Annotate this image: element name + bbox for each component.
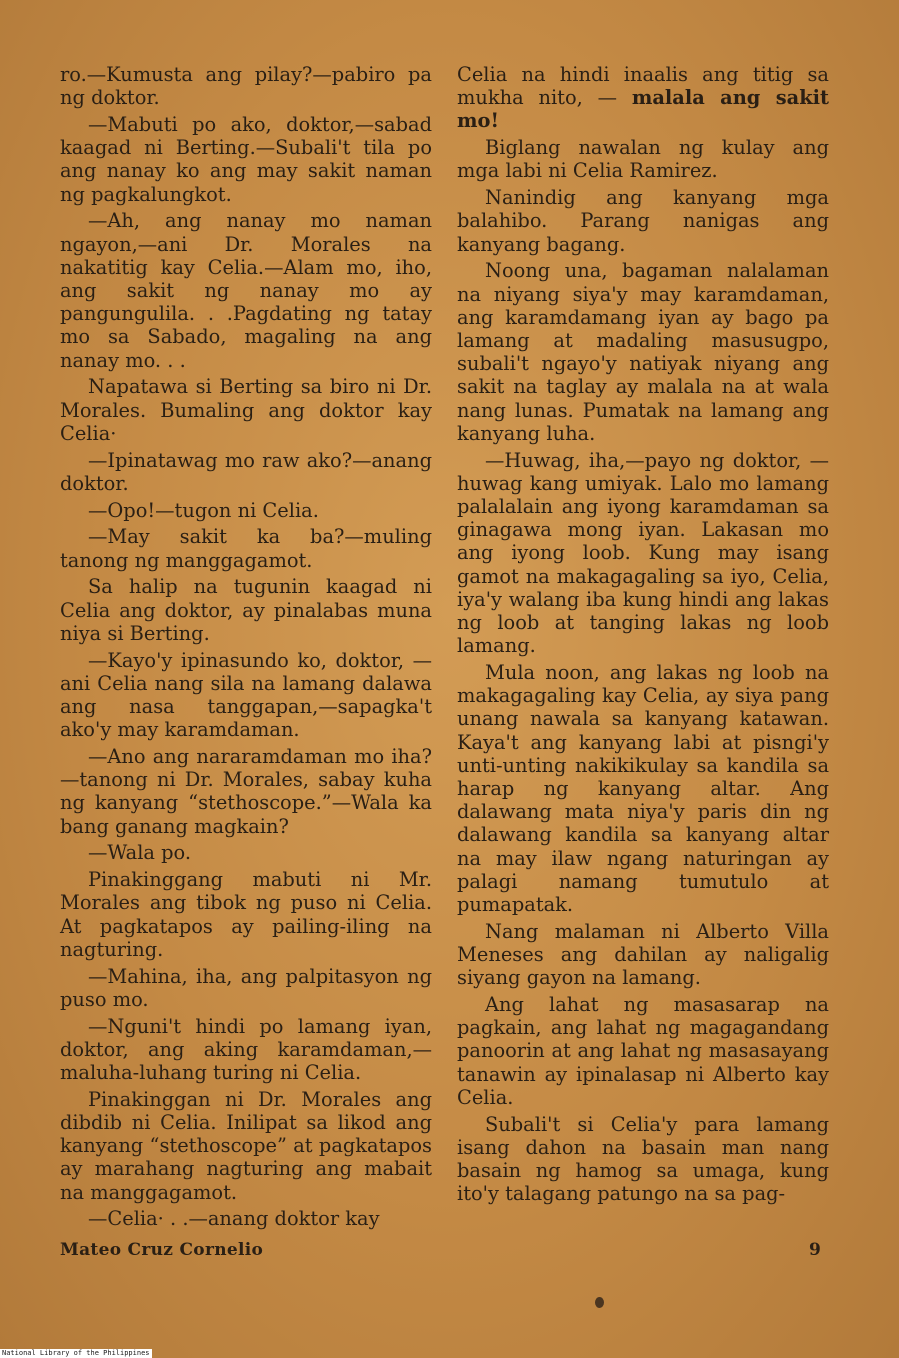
paragraph: —Ano ang nararamdaman mo iha?—tanong ni Dr. Morales, sabay kuha ng kanyang “stethoscope.”—Wala ka bang ganang magkain?: [60, 745, 432, 838]
page-number: 9: [809, 1240, 821, 1260]
paragraph: Noong una, bagaman nalalaman na niyang siya'y may karamdaman, ang karamdamang iyan ay bago pa lamang at madaling masusugpo, subali't ngayo'y natiyak niyang ang sakit na taglay ay malala na at wala nang lunas. Pumatak na lamang ang kanyang luha.: [457, 259, 829, 445]
paragraph: —Kayo'y ipinasundo ko, doktor, —ani Celia nang sila na lamang dalawa ang nasa tanggapan,—sapagka't ako'y may karamdaman.: [60, 648, 432, 742]
paragraph: —Nguni't hindi po lamang iyan, doktor, ang aking karamdaman,—maluha-luhang turing ni Celia.: [60, 1014, 432, 1085]
paragraph-text: Celia na hindi inaalis ang titig sa mukha nito, —: [457, 63, 829, 110]
paragraph: —Wala po.: [88, 841, 192, 865]
paragraph: Biglang nawalan ng kulay ang mga labi ni Celia Ramirez.: [457, 136, 829, 183]
emphasis-text: malala ang sakit mo!: [457, 86, 829, 133]
paragraph: —Mabuti po ako, doktor,—sabad kaagad ni Berting.—Subali't tila po ang nanay ko ang may sakit naman ng pagkalungkot.: [60, 113, 432, 206]
paragraph: [457, 63, 829, 133]
paragraph: ro.—Kumusta ang pilay?—pabiro pa ng doktor.: [60, 63, 432, 110]
ink-dot: [595, 1297, 604, 1308]
paragraph: —May sakit ka ba?—muling tanong ng manggagamot.: [60, 525, 432, 572]
library-credit: National Library of the Philippines: [2, 1349, 150, 1357]
paragraph: Subali't si Celia'y para lamang isang dahon na basain man nang basain ng hamog sa umaga, kung ito'y talagang patungo na sa pag-: [457, 1112, 829, 1206]
paragraph: —Opo!—tugon ni Celia.: [88, 498, 319, 522]
paragraph: Ang lahat ng masasarap na pagkain, ang lahat ng magagandang panoorin at ang lahat ng masasayang tanawin ay ipinalasap ni Alberto kay Celia.: [457, 993, 829, 1109]
paragraph: —Celia· . .—anang doktor kay: [88, 1207, 380, 1231]
paragraph: Pinakinggang mabuti ni Mr. Morales ang tibok ng puso ni Celia. At pagkatapos ay pailing-iling na nagturing.: [60, 868, 432, 961]
author-name: Mateo Cruz Cornelio: [60, 1240, 264, 1260]
paragraph: Pinakinggan ni Dr. Morales ang dibdib ni Celia. Inilipat sa likod ang kanyang “stethoscope” at pagkatapos ay marahang nagturing ang mabait na manggagamot.: [60, 1087, 432, 1204]
paragraph: Sa halip na tugunin kaagad ni Celia ang doktor, ay pinalabas muna niya si Berting.: [60, 575, 432, 645]
paragraph: —Ipinatawag mo raw ako?—anang doktor.: [60, 448, 432, 495]
paragraph: Nanindig ang kanyang mga balahibo. Parang nanigas ang kanyang bagang.: [457, 186, 829, 256]
paragraph: Napatawa si Berting sa biro ni Dr. Morales. Bumaling ang doktor kay Celia·: [60, 375, 432, 445]
paragraph: —Ah, ang nanay mo naman ngayon,—ani Dr. Morales na nakatitig kay Celia.—Alam mo, iho, ang sakit ng nanay mo ay pangungulila. . .Pagdating ng tatay mo sa Sabado, magaling na ang nanay mo. . .: [60, 209, 432, 372]
paragraph: Mula noon, ang lakas ng loob na makagagaling kay Celia, ay siya pang unang nawala sa kanyang katawan. Kaya't ang kanyang labi at pisngi'y unti-unting nakikikulay sa kandila sa harap ng kanyang altar. Ang dalawang mata niya'y paris din ng dalawang kandila sa kanyang altar na may ilaw ngang naturingan ay palagi namang tumutulo at pumapatak.: [457, 661, 829, 917]
left-column: [60, 63, 432, 1234]
paragraph: —Mahina, iha, ang palpitasyon ng puso mo.: [60, 964, 432, 1011]
paragraph: Nang malaman ni Alberto Villa Meneses ang dahilan ay naligalig siyang gayon na lamang.: [457, 919, 829, 990]
paragraph: —Huwag, iha,—payo ng doktor, —huwag kang umiyak. Lalo mo lamang palalalain ang iyong karamdaman sa ginagawa mong iyan. Lakasan mo ang iyong loob. Kung may isang gamot na makagagaling sa iyo, Celia, iya'y walang iba kung hindi ang lakas ng loob at tanging lakas ng loob lamang.: [457, 448, 829, 658]
right-column: [457, 63, 829, 1209]
